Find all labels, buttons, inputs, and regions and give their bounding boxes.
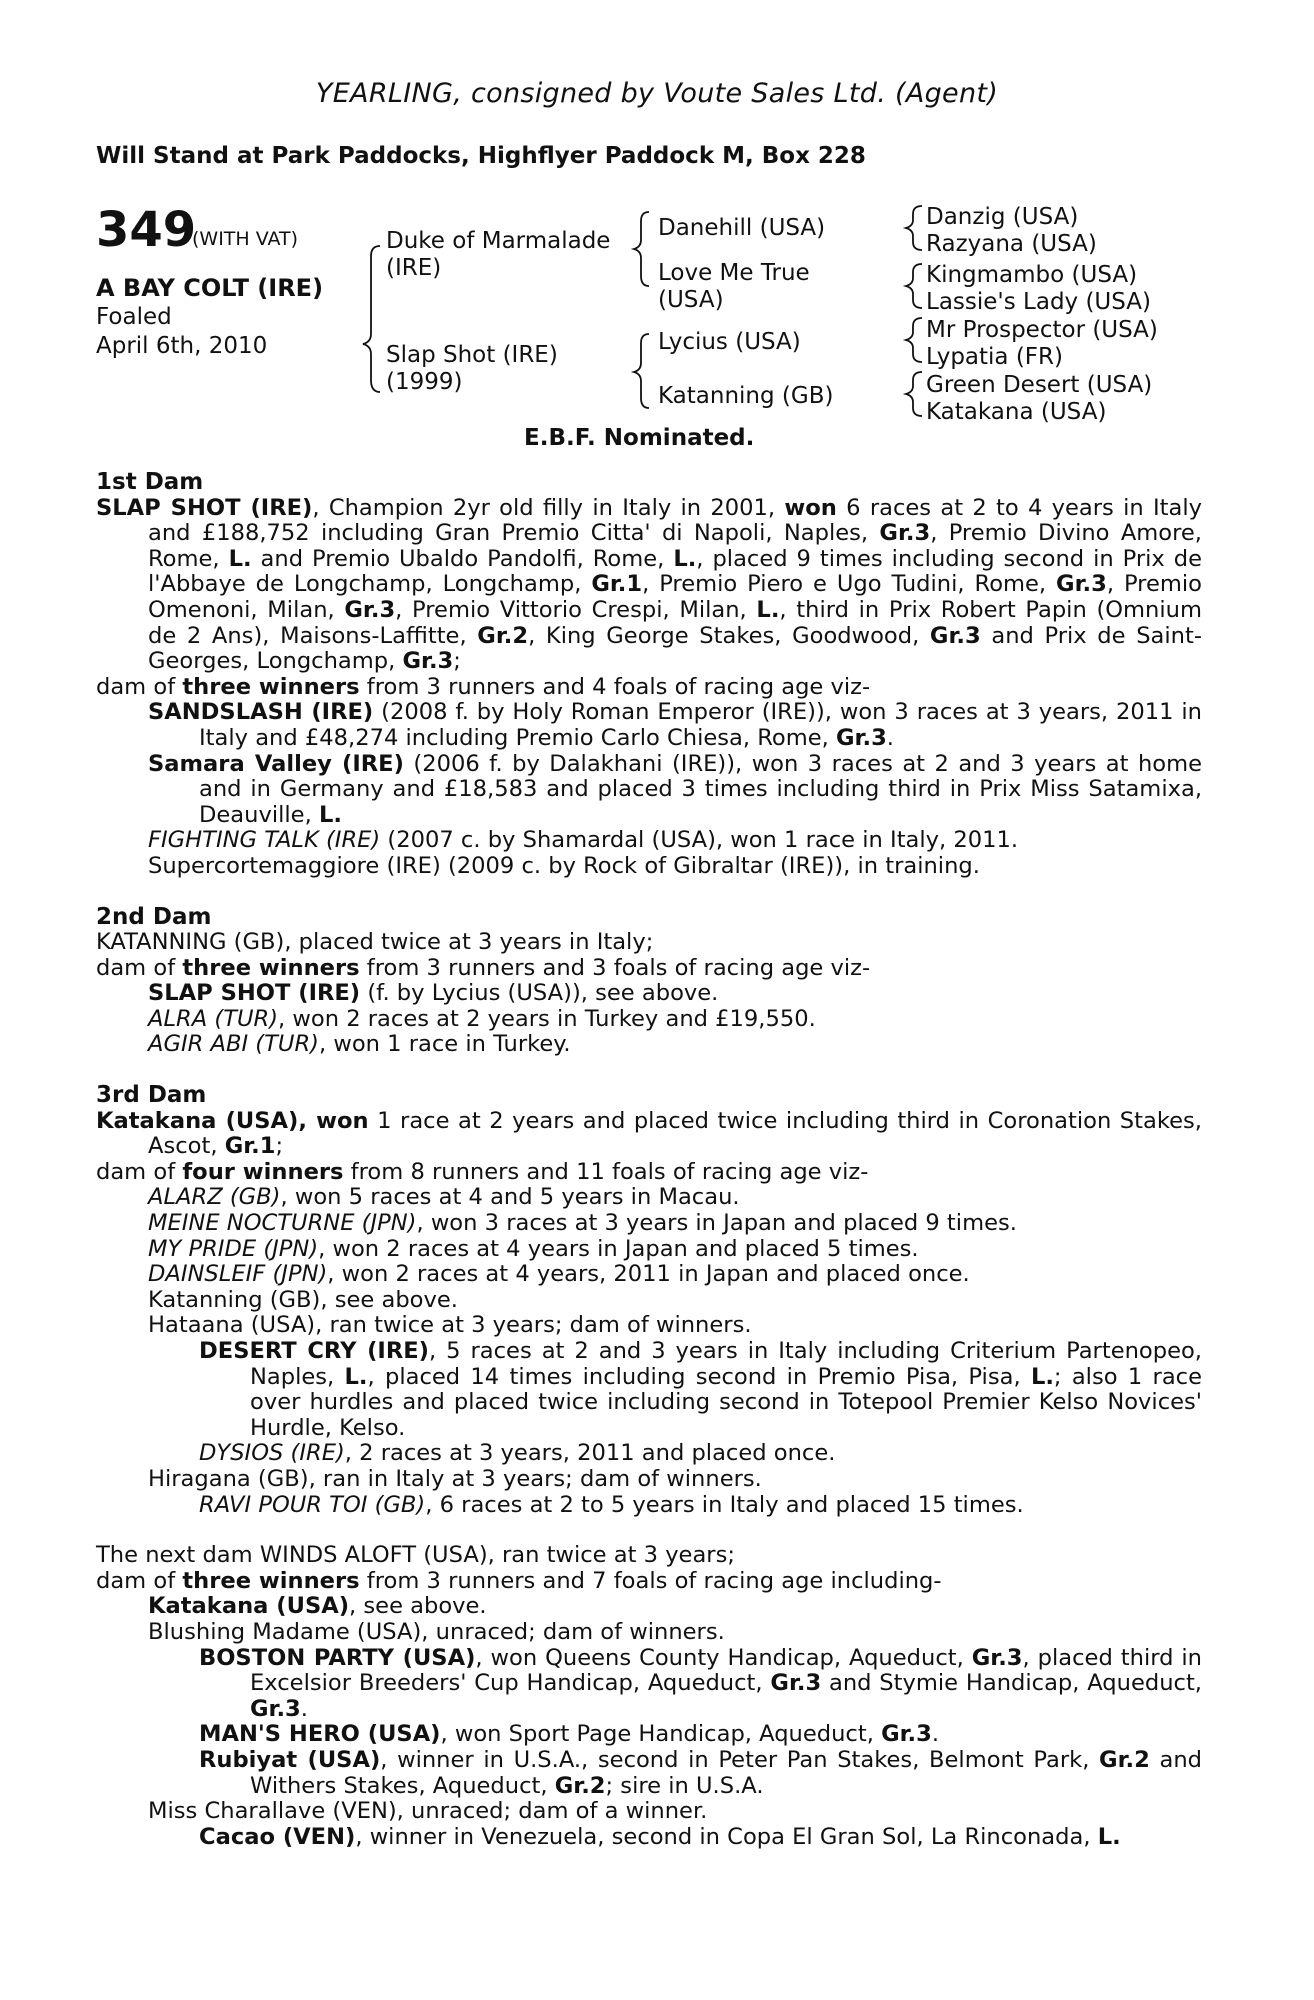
list-item: Rubiyat (USA), winner in U.S.A., second in Peter Pan Stakes, Belmont Park, Gr.2 and Withers Stakes, Aqueduct, Gr.2; sire in U.S.A. (199, 1746, 1202, 1799)
pedigree-g3: Kingmambo (USA) (926, 262, 1138, 288)
bracket-main (363, 246, 380, 392)
list-item: RAVI POUR TOI (GB), 6 races at 2 to 5 years in Italy and placed 15 times. (199, 1491, 1024, 1518)
ebf-nomination: E.B.F. Nominated. (524, 425, 755, 451)
next-dam-record: The next dam WINDS ALOFT (USA), ran twice at 3 years; (96, 1542, 735, 1569)
pedigree-g5: Mr Prospector (USA) (926, 317, 1158, 343)
list-item: Miss Charallave (VEN), unraced; dam of a winner. (148, 1798, 708, 1825)
list-item: Hataana (USA), ran twice at 3 years; dam of winners. (148, 1312, 752, 1339)
lot-title: A BAY COLT (IRE) (96, 274, 324, 302)
pedigree-dam-sire: Lycius (USA) (658, 329, 801, 355)
list-item: AGIR ABI (TUR), won 1 race in Turkey. (148, 1031, 571, 1058)
pedigree-dam-dam: Katanning (GB) (658, 383, 834, 409)
bracket-g3 (906, 318, 922, 362)
first-dam-heading: 1st Dam (96, 469, 204, 495)
pedigree-sire: Duke of Marmalade (IRE) (386, 228, 611, 281)
second-dam-record: KATANNING (GB), placed twice at 3 years in Italy; (96, 929, 654, 956)
bracket-dam (634, 334, 649, 408)
list-item: Supercortemaggiore (IRE) (2009 c. by Rock of Gibraltar (IRE)), in training. (148, 852, 980, 879)
first-dam-produce-summary: dam of three winners from 3 runners and 4 foals of racing age viz- (96, 673, 871, 700)
list-item: ALRA (TUR), won 2 races at 2 years in Turkey and £19,550. (148, 1005, 816, 1032)
vat-note: (WITH VAT) (192, 228, 299, 250)
list-item: MAN'S HERO (USA), won Sport Page Handicap, Aqueduct, Gr.3. (199, 1721, 940, 1748)
list-item: MEINE NOCTURNE (JPN), won 3 races at 3 years in Japan and placed 9 times. (148, 1210, 1017, 1237)
lot-number: 349 (96, 202, 197, 258)
pedigree-sire-dam: Love Me True (USA) (658, 260, 810, 313)
pedigree-g8: Katakana (USA) (926, 399, 1107, 425)
list-item: Blushing Madame (USA), unraced; dam of winners. (148, 1618, 725, 1645)
pedigree-g1: Danzig (USA) (926, 204, 1079, 230)
list-item: Samara Valley (IRE) (2006 f. by Dalakhani (IRE)), won 3 races at 2 and 3 years at home and in Germany and £18,583 and placed 3 times including third in Prix Miss Satamixa, Deauville, L. (148, 750, 1202, 828)
pedigree-g2: Razyana (USA) (926, 231, 1097, 257)
bracket-g2 (906, 264, 922, 308)
third-dam-record: Katakana (USA), won 1 race at 2 years and placed twice including third in Coronation Stakes, Ascot, Gr.1; (96, 1107, 1202, 1160)
third-dam-name: Katakana (USA) (96, 1107, 299, 1134)
list-item: ALARZ (GB), won 5 races at 4 and 5 years in Macau. (148, 1184, 740, 1211)
foaled-label: Foaled (96, 304, 172, 330)
second-dam-produce-summary: dam of three winners from 3 runners and 3 foals of racing age viz- (96, 954, 871, 981)
list-item: DESERT CRY (IRE), 5 races at 2 and 3 years in Italy including Criterium Partenopeo, Naples, L., placed 14 times including second in Premio Pisa, Pisa, L.; also 1 race over hurdles and placed twice including second in Totepool Premier Kelso Novices' Hurdle, Kelso. (199, 1338, 1202, 1441)
list-item: Hiragana (GB), ran in Italy at 3 years; dam of winners. (148, 1465, 762, 1492)
pedigree-g6: Lypatia (FR) (926, 344, 1063, 370)
bracket-g4 (906, 372, 922, 416)
next-dam-produce-summary: dam of three winners from 3 runners and 7 foals of racing age including- (96, 1567, 942, 1594)
third-dam-heading: 3rd Dam (96, 1082, 207, 1109)
second-dam-heading: 2nd Dam (96, 903, 212, 930)
catalogue-body (96, 470, 1202, 1850)
bracket-g1 (906, 206, 922, 250)
list-item: SANDSLASH (IRE) (2008 f. by Holy Roman Emperor (IRE)), won 3 races at 3 years, 2011 in Italy and £48,274 including Premio Carlo Chiesa, Rome, Gr.3. (148, 699, 1203, 751)
third-dam-produce-summary: dam of four winners from 8 runners and 11 foals of racing age viz- (96, 1158, 869, 1185)
list-item: DYSIOS (IRE), 2 races at 3 years, 2011 and placed once. (199, 1440, 836, 1467)
pedigree-g7: Green Desert (USA) (926, 372, 1153, 398)
list-item: SLAP SHOT (IRE) (f. by Lycius (USA)), see above. (148, 980, 719, 1007)
list-item: Katanning (GB), see above. (148, 1286, 458, 1313)
pedigree-sire-sire: Danehill (USA) (658, 215, 826, 241)
bracket-sire (634, 212, 649, 286)
pedigree-dam: Slap Shot (IRE) (1999) (386, 342, 558, 395)
consignment-line: YEARLING, consigned by Voute Sales Ltd. (Agent) (315, 78, 999, 109)
list-item: MY PRIDE (JPN), won 2 races at 4 years in Japan and placed 5 times. (148, 1235, 919, 1262)
list-item: Cacao (VEN), winner in Venezuela, second in Copa El Gran Sol, La Rinconada, L. (199, 1823, 1121, 1850)
list-item: Katakana (USA), see above. (148, 1593, 487, 1620)
stand-location: Will Stand at Park Paddocks, Highflyer Paddock M, Box 228 (96, 143, 866, 169)
list-item: DAINSLEIF (JPN), won 2 races at 4 years, 2011 in Japan and placed once. (148, 1261, 970, 1288)
foaled-date: April 6th, 2010 (96, 333, 268, 359)
pedigree-g4: Lassie's Lady (USA) (926, 289, 1152, 315)
list-item: BOSTON PARTY (USA), won Queens County Handicap, Aqueduct, Gr.3, placed third in Excelsior Breeders' Cup Handicap, Aqueduct, Gr.3 and Stymie Handicap, Aqueduct, Gr.3. (199, 1644, 1203, 1722)
first-dam-record: SLAP SHOT (IRE), Champion 2yr old filly in Italy in 2001, won 6 races at 2 to 4 years in Italy and £188,752 including Gran Premio Citta' di Napoli, Naples, Gr.3, Premio Divino Amore, Rome, L. and Premio Ubaldo Pandolfi, Rome, L., placed 9 times including second in Prix de l'Abbaye de Longchamp, Longchamp, Gr.1, Premio Piero e Ugo Tudini, Rome, Gr.3, Premio Omenoni, Milan, Gr.3, Premio Vittorio Crespi, Milan, L., third in Prix Robert Papin (Omnium de 2 Ans), Maisons-Laffitte, Gr.2, King George Stakes, Goodwood, Gr.3 and Prix de Saint-Georges, Longchamp, Gr.3; (96, 494, 1203, 675)
list-item: FIGHTING TALK (IRE) (2007 c. by Shamardal (USA), won 1 race in Italy, 2011. (148, 827, 1019, 854)
first-dam-name: SLAP SHOT (IRE) (96, 494, 313, 521)
